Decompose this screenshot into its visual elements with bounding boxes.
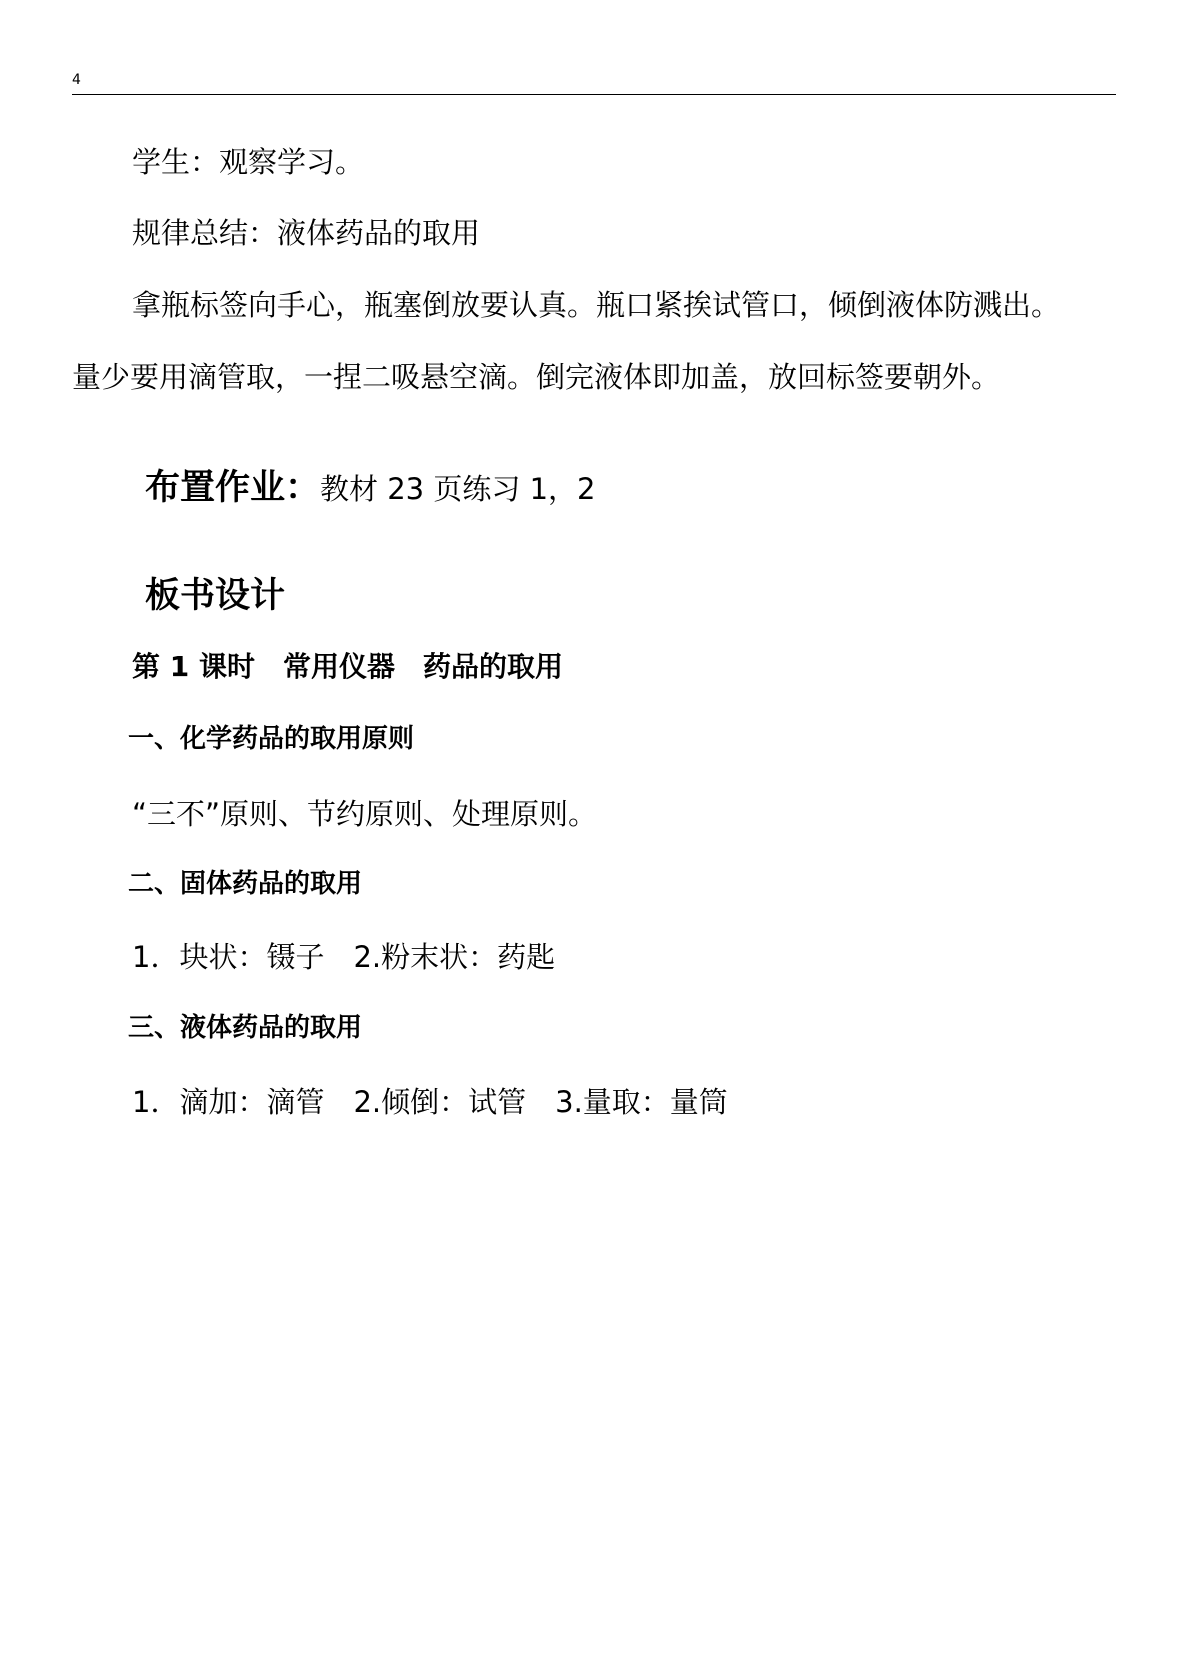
page-number: 4 [72,72,81,88]
paragraph-rule-summary: 规律总结：液体药品的取用 [132,216,481,250]
section-2-title: 二、固体药品的取用 [128,869,363,899]
board-design-heading: 板书设计 [145,576,286,616]
section-3-title: 三、液体药品的取用 [128,1013,363,1043]
homework-label: 布置作业： [145,468,321,508]
section-2-text: 1．块状：镊子 2.粉末状：药匙 [132,940,556,974]
homework-line [145,466,595,511]
paragraph-rhyme-line-1: 拿瓶标签向手心，瓶塞倒放要认真。瓶口紧挨试管口，倾倒液体防溅出。 [132,288,1061,322]
lesson-title: 第 1 课时 常用仪器 药品的取用 [132,650,563,683]
header-rule [72,94,1116,95]
paragraph-student: 学生：观察学习。 [132,145,365,179]
homework-text: 教材 23 页练习 1，2 [320,472,596,506]
paragraph-rhyme-line-2: 量少要用滴管取，一捏二吸悬空滴。倒完液体即加盖，放回标签要朝外。 [72,360,1001,394]
section-1-text: “三不”原则、节约原则、处理原则。 [132,797,598,831]
section-3-text: 1．滴加：滴管 2.倾倒：试管 3.量取：量筒 [132,1085,728,1119]
section-1-title: 一、化学药品的取用原则 [128,724,415,754]
